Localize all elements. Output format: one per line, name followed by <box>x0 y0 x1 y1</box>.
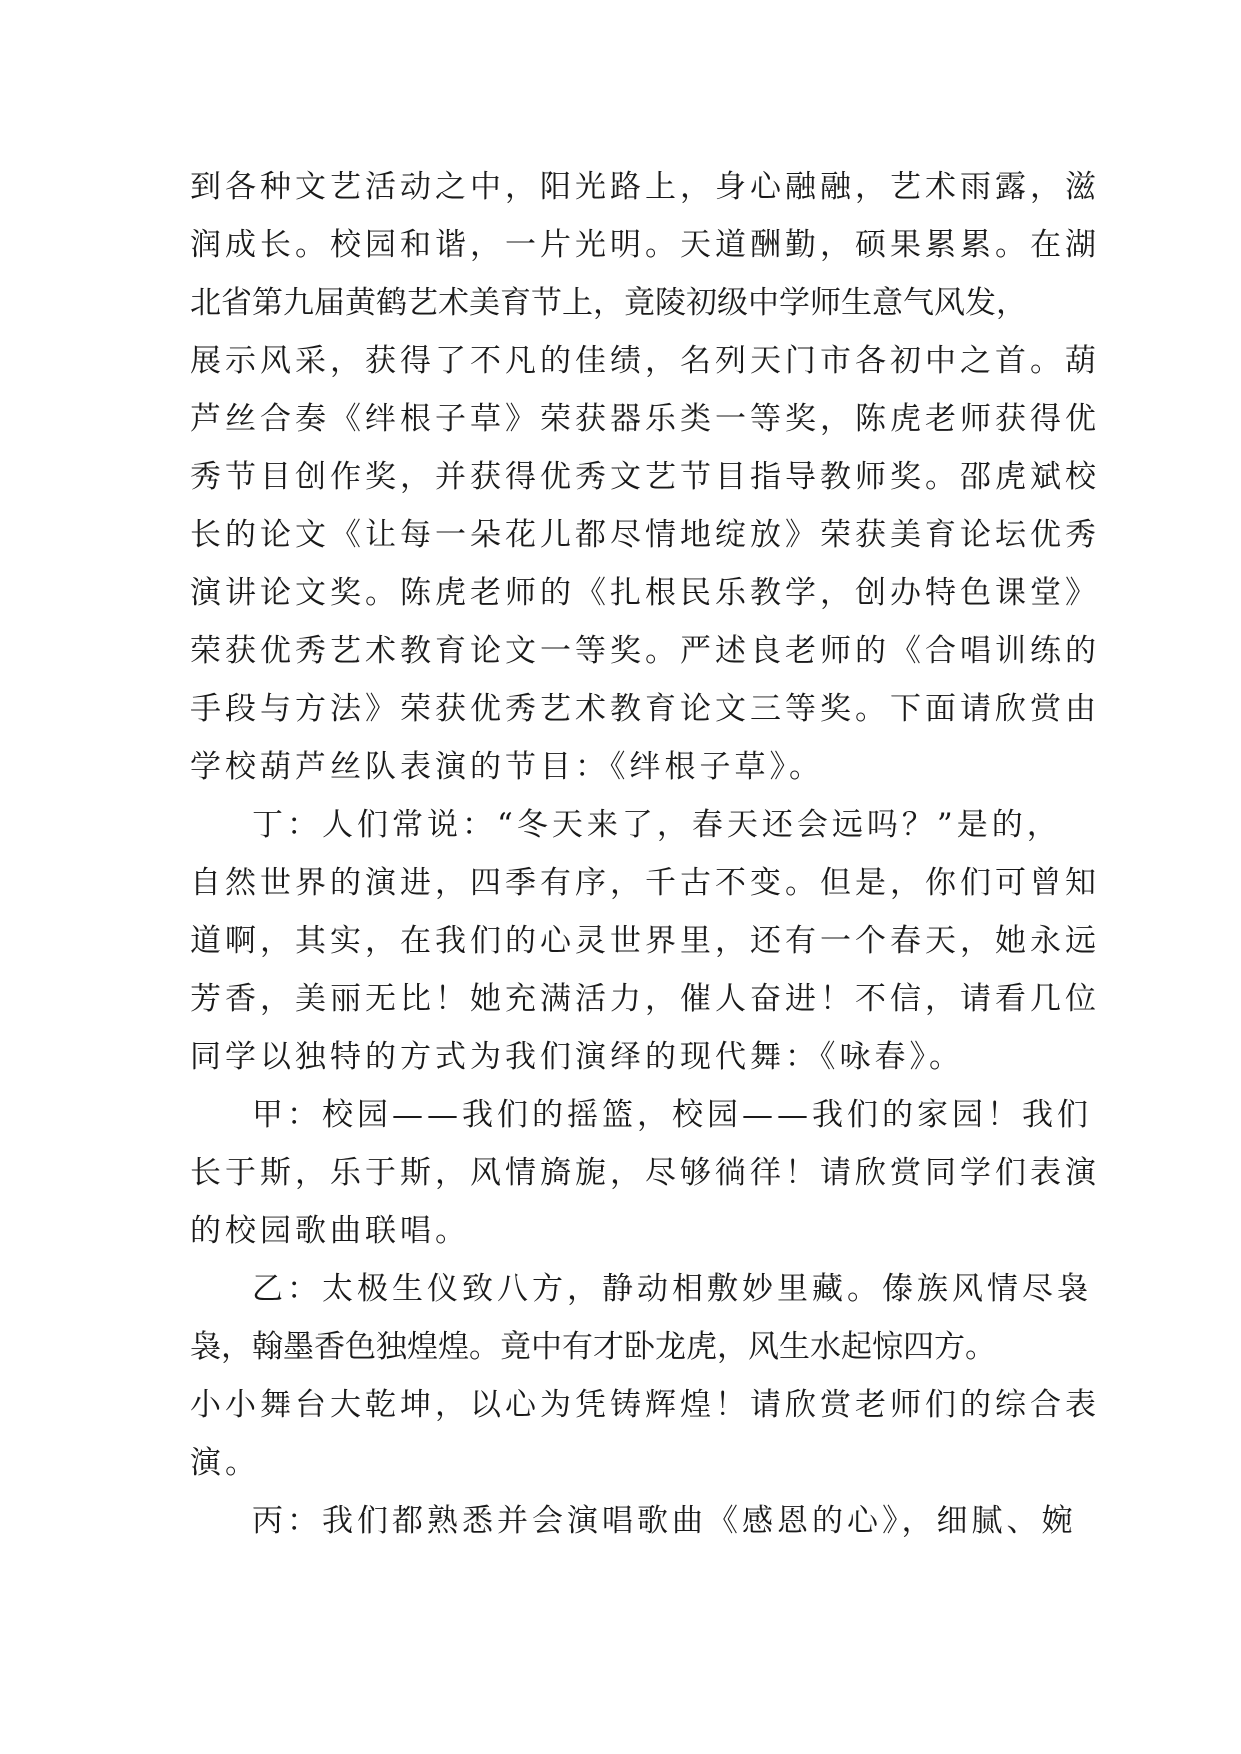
text-line: 荣获优秀艺术教育论文一等奖。严述良老师的《合唱训练的 <box>190 633 1100 669</box>
text-line: 芦丝合奏《绊根子草》荣获器乐类一等奖，陈虎老师获得优 <box>190 401 1100 437</box>
text-line: 秀节目创作奖，并获得优秀文艺节目指导教师奖。邵虎斌校 <box>190 459 1100 495</box>
text-line: 同学以独特的方式为我们演绎的现代舞：《咏春》。 <box>190 1039 964 1075</box>
text-line: 学校葫芦丝队表演的节目：《绊根子草》。 <box>190 749 824 785</box>
paragraph-start-line: 丁：人们常说：“冬天来了，春天还会远吗？”是的， <box>252 807 1062 843</box>
text-line: 道啊，其实，在我们的心灵世界里，还有一个春天，她永远 <box>190 923 1100 959</box>
text-line: 北省第九届黄鹤艺术美育节上，竟陵初级中学师生意气风发， <box>190 285 1027 321</box>
text-line: 芳香，美丽无比！她充满活力，催人奋进！不信，请看几位 <box>190 981 1100 1017</box>
text-line: 袅，翰墨香色独煌煌。竟中有才卧龙虎，风生水起惊四方。 <box>190 1329 996 1365</box>
text-line: 长的论文《让每一朵花儿都尽情地绽放》荣获美育论坛优秀 <box>190 517 1100 553</box>
text-line: 自然世界的演进，四季有序，千古不变。但是，你们可曾知 <box>190 865 1100 901</box>
text-line: 小小舞台大乾坤，以心为凭铸辉煌！请欣赏老师们的综合表 <box>190 1387 1100 1423</box>
text-line: 手段与方法》荣获优秀艺术教育论文三等奖。下面请欣赏由 <box>190 691 1100 727</box>
text-line: 展示风采，获得了不凡的佳绩，名列天门市各初中之首。葫 <box>190 343 1100 379</box>
text-line: 的校园歌曲联唱。 <box>190 1213 470 1249</box>
paragraph-start-line: 乙：太极生仪致八方，静动相敷妙里藏。傣族风情尽袅 <box>252 1271 1092 1307</box>
text-line: 到各种文艺活动之中，阳光路上，身心融融，艺术雨露，滋 <box>190 169 1100 205</box>
body-text <box>190 158 1100 1550</box>
text-line: 演讲论文奖。陈虎老师的《扎根民乐教学，创办特色课堂》 <box>190 575 1100 611</box>
paragraph-start-line: 甲：校园——我们的摇篮，校园——我们的家园！我们 <box>252 1097 1092 1133</box>
text-line: 润成长。校园和谐，一片光明。天道酬勤，硕果累累。在湖 <box>190 227 1100 263</box>
text-line: 长于斯，乐于斯，风情旖旎，尽够徜徉！请欣赏同学们表演 <box>190 1155 1100 1191</box>
text-line: 演。 <box>190 1445 260 1481</box>
paragraph-start-line: 丙：我们都熟悉并会演唱歌曲《感恩的心》，细腻、婉 <box>252 1503 1077 1539</box>
